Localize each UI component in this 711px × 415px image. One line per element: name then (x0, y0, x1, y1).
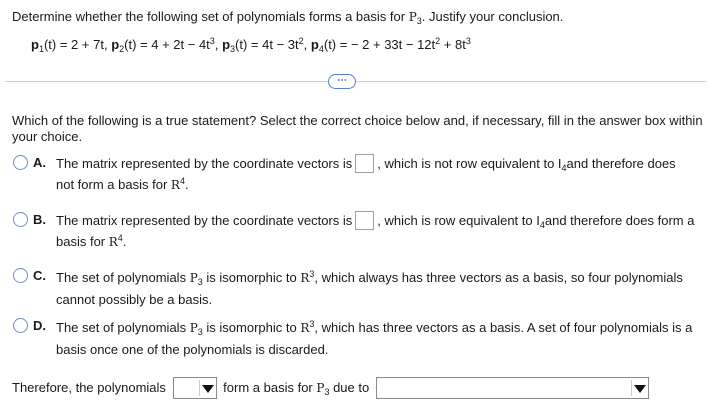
choice-b-radio[interactable] (13, 212, 28, 227)
choice-c-letter: C. (33, 268, 46, 283)
choice-b-answer-box[interactable] (355, 211, 374, 230)
choice-b-text: The matrix represented by the coordinate vectors is , which is row equivalent to $I_4and$ therefore does form a basis for $R^4$. (56, 210, 696, 253)
choice-c-radio[interactable] (13, 268, 28, 283)
choice-d-radio[interactable] (13, 318, 28, 333)
polynomial-p3: $p_3(t) = 4t - 3t^2$, (222, 36, 308, 54)
chevron-down-icon (631, 380, 646, 396)
chevron-down-icon (199, 380, 214, 396)
reason-dropdown[interactable] (376, 377, 649, 399)
polynomial-p4: $p_4(t)$ = − $2 + 33t - 12t^2 + 8t^3$ (310, 36, 471, 54)
expand-ellipsis-button[interactable]: ⋯ (328, 74, 356, 89)
polynomial-p2: $p_2(t) = 4 + 2t - 4t^3$, (111, 36, 219, 54)
choice-b-letter: B. (33, 212, 46, 227)
polynomials-form-dropdown[interactable] (173, 377, 217, 399)
choice-a-text: The matrix represented by the coordinate vectors is , which is not row equivalent to $I_4and$ therefore does not form a basis for $R^4$. (56, 153, 696, 196)
choice-a-radio[interactable] (13, 155, 28, 170)
choice-a-answer-box[interactable] (355, 154, 374, 173)
choice-c-text: The set of polynomials $P_3$ is isomorphic to $R^3$, which always has three vectors as a basis, so four polynomials cannot possibly be a basis. (56, 269, 683, 307)
polynomial-p1: $p_1(t) = 2 + 7t$, (31, 37, 108, 54)
prompt-text: Which of the following is a true statement? Select the correct choice below and, if necessary, fill in the answer box within your choice. (12, 113, 703, 144)
conclusion-sentence: Therefore, the polynomials form a basis for $P_3$ due to (12, 377, 652, 399)
question-text: Determine whether the following set of polynomials forms a basis for $P_3$. Justify your conclusion. (12, 9, 564, 26)
choice-d-letter: D. (33, 318, 46, 333)
choice-d-text: The set of polynomials $P_3$ is isomorphic to $R^3$, which has three vectors as a basis. A set of four polynomials is a basis once one of the polynomials is discarded. (56, 319, 693, 357)
choice-a-letter: A. (33, 155, 46, 170)
polynomial-list (31, 37, 471, 52)
